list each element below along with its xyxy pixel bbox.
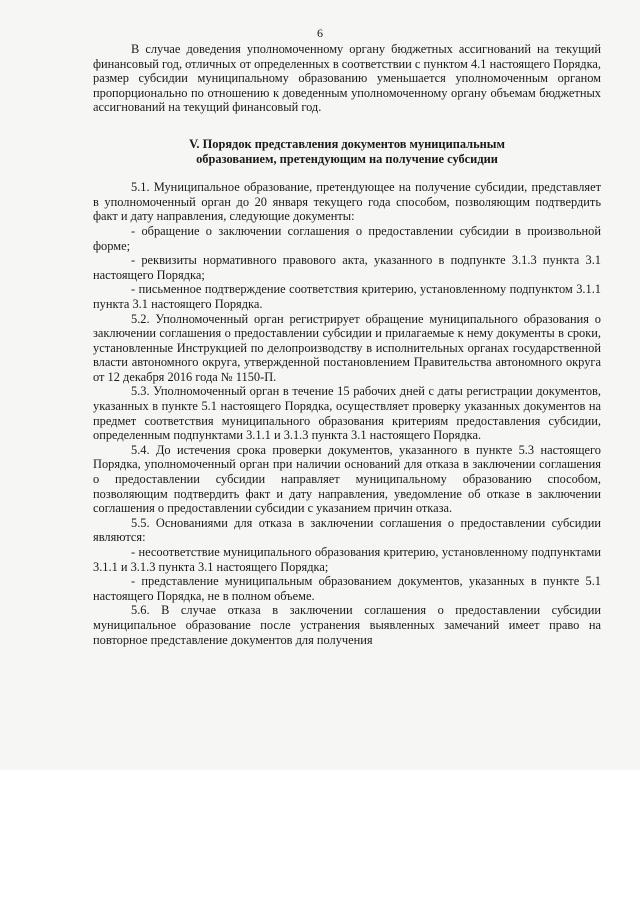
paragraph-5-4: 5.4. До истечения срока проверки документов, указанного в пункте 5.3 настоящего Порядка, уполномоченный орган при наличии оснований для отказа в заключении соглашения о предоставлении субсидии направляет муниципальному образованию способом, позволяющим подтвердить факт и дату направления, уведомление об отказе в заключении соглашения о предоставлении субсидии с указанием причин отказа. [93,442,601,516]
list-item: - обращение о заключении соглашения о предоставлении субсидии в произвольной форме; [93,223,601,253]
list-item: - представление муниципальным образованием документов, указанных в пункте 5.1 настоящего Порядка, не в полном объеме. [93,574,601,603]
section-heading-line2: образованием, претендующим на получение субсидии [196,151,498,166]
section-heading-line1: V. Порядок представления документов муниципальным [189,136,505,151]
paragraph-5-1: 5.1. Муниципальное образование, претендующее на получение субсидии, представляет в уполномоченный орган до 20 января текущего года способом, позволяющим подтвердить факт и дату направления, следующие документы: [93,180,601,224]
paragraph-5-3: 5.3. Уполномоченный орган в течение 15 рабочих дней с даты регистрации документов, указанных в пункте 5.1 настоящего Порядка, осуществляет проверку указанных документов на предмет соответствия муниципального образования критериям предоставления субсидии, определенным подпунктами 3.1.1 и 3.1.3 пункта 3.1 настоящего Порядка. [93,384,601,443]
list-item: - письменное подтверждение соответствия критерию, установленному подпунктом 3.1.1 пункта 3.1 настоящего Порядка. [93,282,601,311]
list-item: - реквизиты нормативного правового акта, указанного в подпункте 3.1.3 пункта 3.1 настоящего Порядка; [93,253,601,282]
page-number: 6 [317,26,323,40]
paragraph-5-6: 5.6. В случае отказа в заключении соглашения о предоставлении субсидии муниципальное образование после устранения выявленных замечаний имеет право на повторное представление документов для получения [93,603,601,647]
document-body [93,42,601,647]
list-item: - несоответствие муниципального образования критерию, установленному подпунктами 3.1.1 и 3.1.3 пункта 3.1 настоящего Порядка; [93,545,601,574]
intro-paragraph: В случае доведения уполномоченному органу бюджетных ассигнований на текущий финансовый год, отличных от определенных в соответствии с пунктом 4.1 настоящего Порядка, размер субсидии муниципальному образованию уменьшается уполномоченным органом пропорционально по отношению к доведенным уполномоченному органу объемам бюджетных ассигнований на текущий финансовый год. [93,42,601,115]
paragraph-5-5: 5.5. Основаниями для отказа в заключении соглашения о предоставлении субсидии являются: [93,515,601,545]
paragraph-5-2: 5.2. Уполномоченный орган регистрирует обращение муниципального образования о заключении соглашения о предоставлении субсидии и прилагаемые к нему документы в сроки, установленные Инструкцией по делопроизводству в исполнительных органах государственной власти автономного округа, утвержденной постановлением Правительства автономного округа от 12 декабря 2016 года № 1150-П. [93,311,601,384]
section-heading [93,137,601,166]
blank-margin [0,770,640,905]
